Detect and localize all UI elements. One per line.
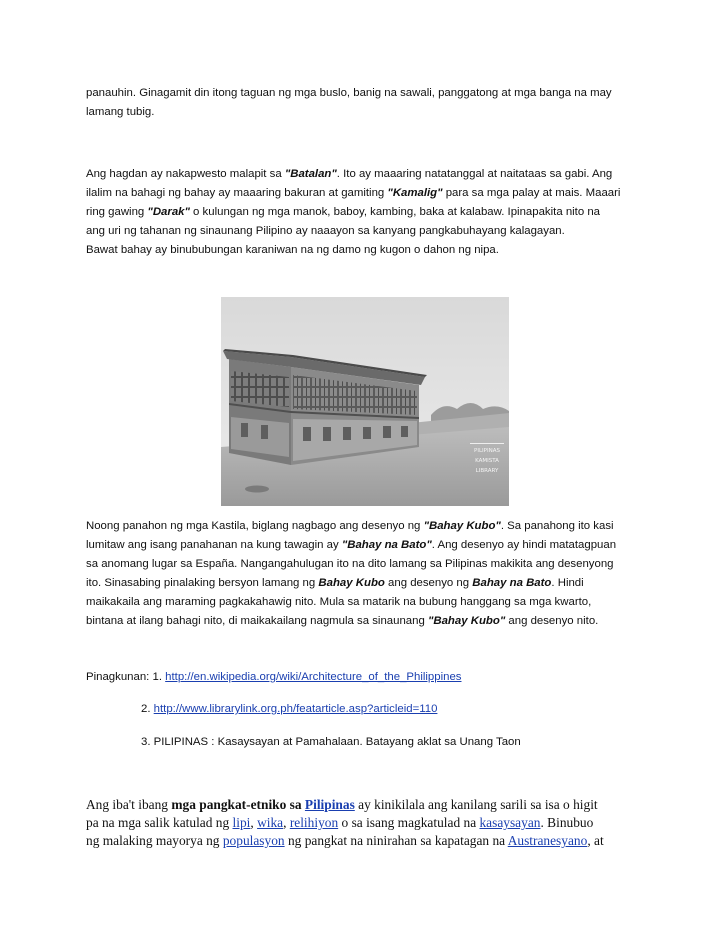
text-run: ay kinikilala ang kanilang sarili sa isa o higit: [354, 797, 598, 812]
text-run: pa na mga salik katulad ng: [86, 815, 233, 830]
emphasis-bahay-na-bato: "Bahay na Bato": [341, 539, 432, 551]
text-line: maikakaila ang maraming pagkakahawig nito. Mula sa matarik na bubung hanggang sa mga kwarto,: [86, 596, 592, 608]
text-line: [86, 517, 656, 536]
text-line: [86, 203, 656, 222]
text-run: ng malaking mayorya ng: [86, 833, 223, 848]
text-run: . Hindi: [551, 577, 584, 589]
text-line: panauhin. Ginagamit din itong taguan ng mga buslo, banig na sawali, panggatong at mga banga na may: [86, 87, 612, 99]
text-line: Bawat bahay ay binububungan karaniwan na ng damo ng kugon o dahon ng nipa.: [86, 244, 499, 256]
text-run: ng pangkat na ninirahan sa kapatagan na: [284, 833, 508, 848]
paragraph-storage: [86, 84, 656, 122]
text-run: Ang hagdan ay nakapwesto malapit sa: [86, 168, 285, 180]
paragraph-pangkat-etniko: [86, 796, 646, 850]
reference-text: 3. PILIPINAS : Kasaysayan at Pamahalaan. Batayang aklat sa Unang Taon: [141, 736, 521, 748]
text-run: o kulungan ng mga manok, baboy, kambing, baka at kalabaw. Ipinapakita nito na: [189, 206, 601, 218]
text-run: Ang iba't ibang: [86, 797, 172, 812]
emphasis-bahay-kubo: "Bahay Kubo": [427, 615, 506, 627]
text-run: ilalim na bahagi ng bahay ay maaaring bakuran at gamiting: [86, 187, 388, 199]
text-line: [86, 165, 656, 184]
text-run: Noong panahon ng mga Kastila, biglang nagbago ang desenyo ng: [86, 520, 424, 532]
reference-number: 2.: [141, 703, 154, 715]
text-run: o sa isang magkatulad na: [338, 815, 480, 830]
reference-link-wikipedia[interactable]: http://en.wikipedia.org/wiki/Architecture_of_the_Philippines: [165, 671, 462, 683]
text-run: . Ang desenyo ay hindi matatagpuan: [431, 539, 617, 551]
text-run: ito. Sinasabing pinalaking bersyon lamang ng: [86, 577, 319, 589]
text-run: ang desenyo ng: [384, 577, 473, 589]
text-line: [86, 574, 656, 593]
watermark-line-3: LIBRARY: [475, 468, 499, 474]
text-line: sa anomang lugar sa España. Nangangahulugan ito na dito lamang sa Pilipinas makikita ang desenyong: [86, 558, 614, 570]
link-kasaysayan[interactable]: kasaysayan: [479, 815, 541, 830]
bold-text: mga pangkat-etniko sa: [171, 797, 305, 812]
reference-link-librarylink[interactable]: http://www.librarylink.org.ph/featarticle.asp?articleid=110: [153, 703, 438, 715]
text-run: para sa mga palay at mais. Maaari: [442, 187, 621, 199]
emphasis-bahay-kubo: "Bahay Kubo": [423, 520, 501, 532]
text-line: [86, 536, 656, 555]
link-lipi[interactable]: lipi: [232, 815, 251, 830]
text-line: [86, 814, 646, 832]
text-run: ,: [250, 815, 258, 830]
text-run: ang desenyo nito.: [505, 615, 599, 627]
text-run: . Sa panahong ito kasi: [500, 520, 614, 532]
references-label: Pinagkunan: 1.: [86, 671, 166, 683]
paragraph-hagdan: [86, 165, 656, 260]
text-run: bintana at ilang bahagi nito, di maikakailang nagmula sa sinaunang: [86, 615, 428, 627]
text-line: ang uri ng tahanan ng sinaunang Pilipino ay naaayon sa kanyang pangkabuhayang kalagayan.: [86, 225, 565, 237]
text-line: [86, 832, 646, 850]
reference-1: [86, 668, 462, 687]
text-run: . Ito ay maaaring natatanggal at naitataas sa gabi. Ang: [336, 168, 613, 180]
paragraph-kastila: [86, 517, 656, 631]
text-run: . Binubuo: [540, 815, 594, 830]
text-run: ring gawing: [86, 206, 148, 218]
watermark-line-1: PILIPINAS: [474, 448, 500, 454]
text-run: ,: [283, 815, 290, 830]
link-pilipinas[interactable]: Pilipinas: [304, 797, 355, 812]
reference-2: [141, 700, 437, 719]
text-run: , at: [587, 833, 604, 848]
emphasis-bahay-kubo: Bahay Kubo: [318, 577, 385, 589]
text-line: [86, 612, 656, 631]
link-wika[interactable]: wika: [257, 815, 284, 830]
emphasis-darak: "Darak": [147, 206, 190, 218]
text-line: [86, 184, 656, 203]
text-run: lumitaw ang isang panahanan na kung tawagin ay: [86, 539, 342, 551]
text-line: lamang tubig.: [86, 106, 155, 118]
watermark-line-2: KAMISTA: [475, 458, 499, 464]
text-line: [86, 796, 646, 814]
link-austranesyano[interactable]: Austranesyano: [507, 833, 588, 848]
emphasis-batalan: "Batalan": [284, 168, 337, 180]
reference-3: [141, 733, 521, 752]
emphasis-kamalig: "Kamalig": [387, 187, 443, 199]
link-populasyon[interactable]: populasyon: [222, 833, 285, 848]
link-relihiyon[interactable]: relihiyon: [289, 815, 339, 830]
emphasis-bahay-na-bato: Bahay na Bato: [472, 577, 552, 589]
bahay-na-bato-photo: [221, 297, 509, 506]
